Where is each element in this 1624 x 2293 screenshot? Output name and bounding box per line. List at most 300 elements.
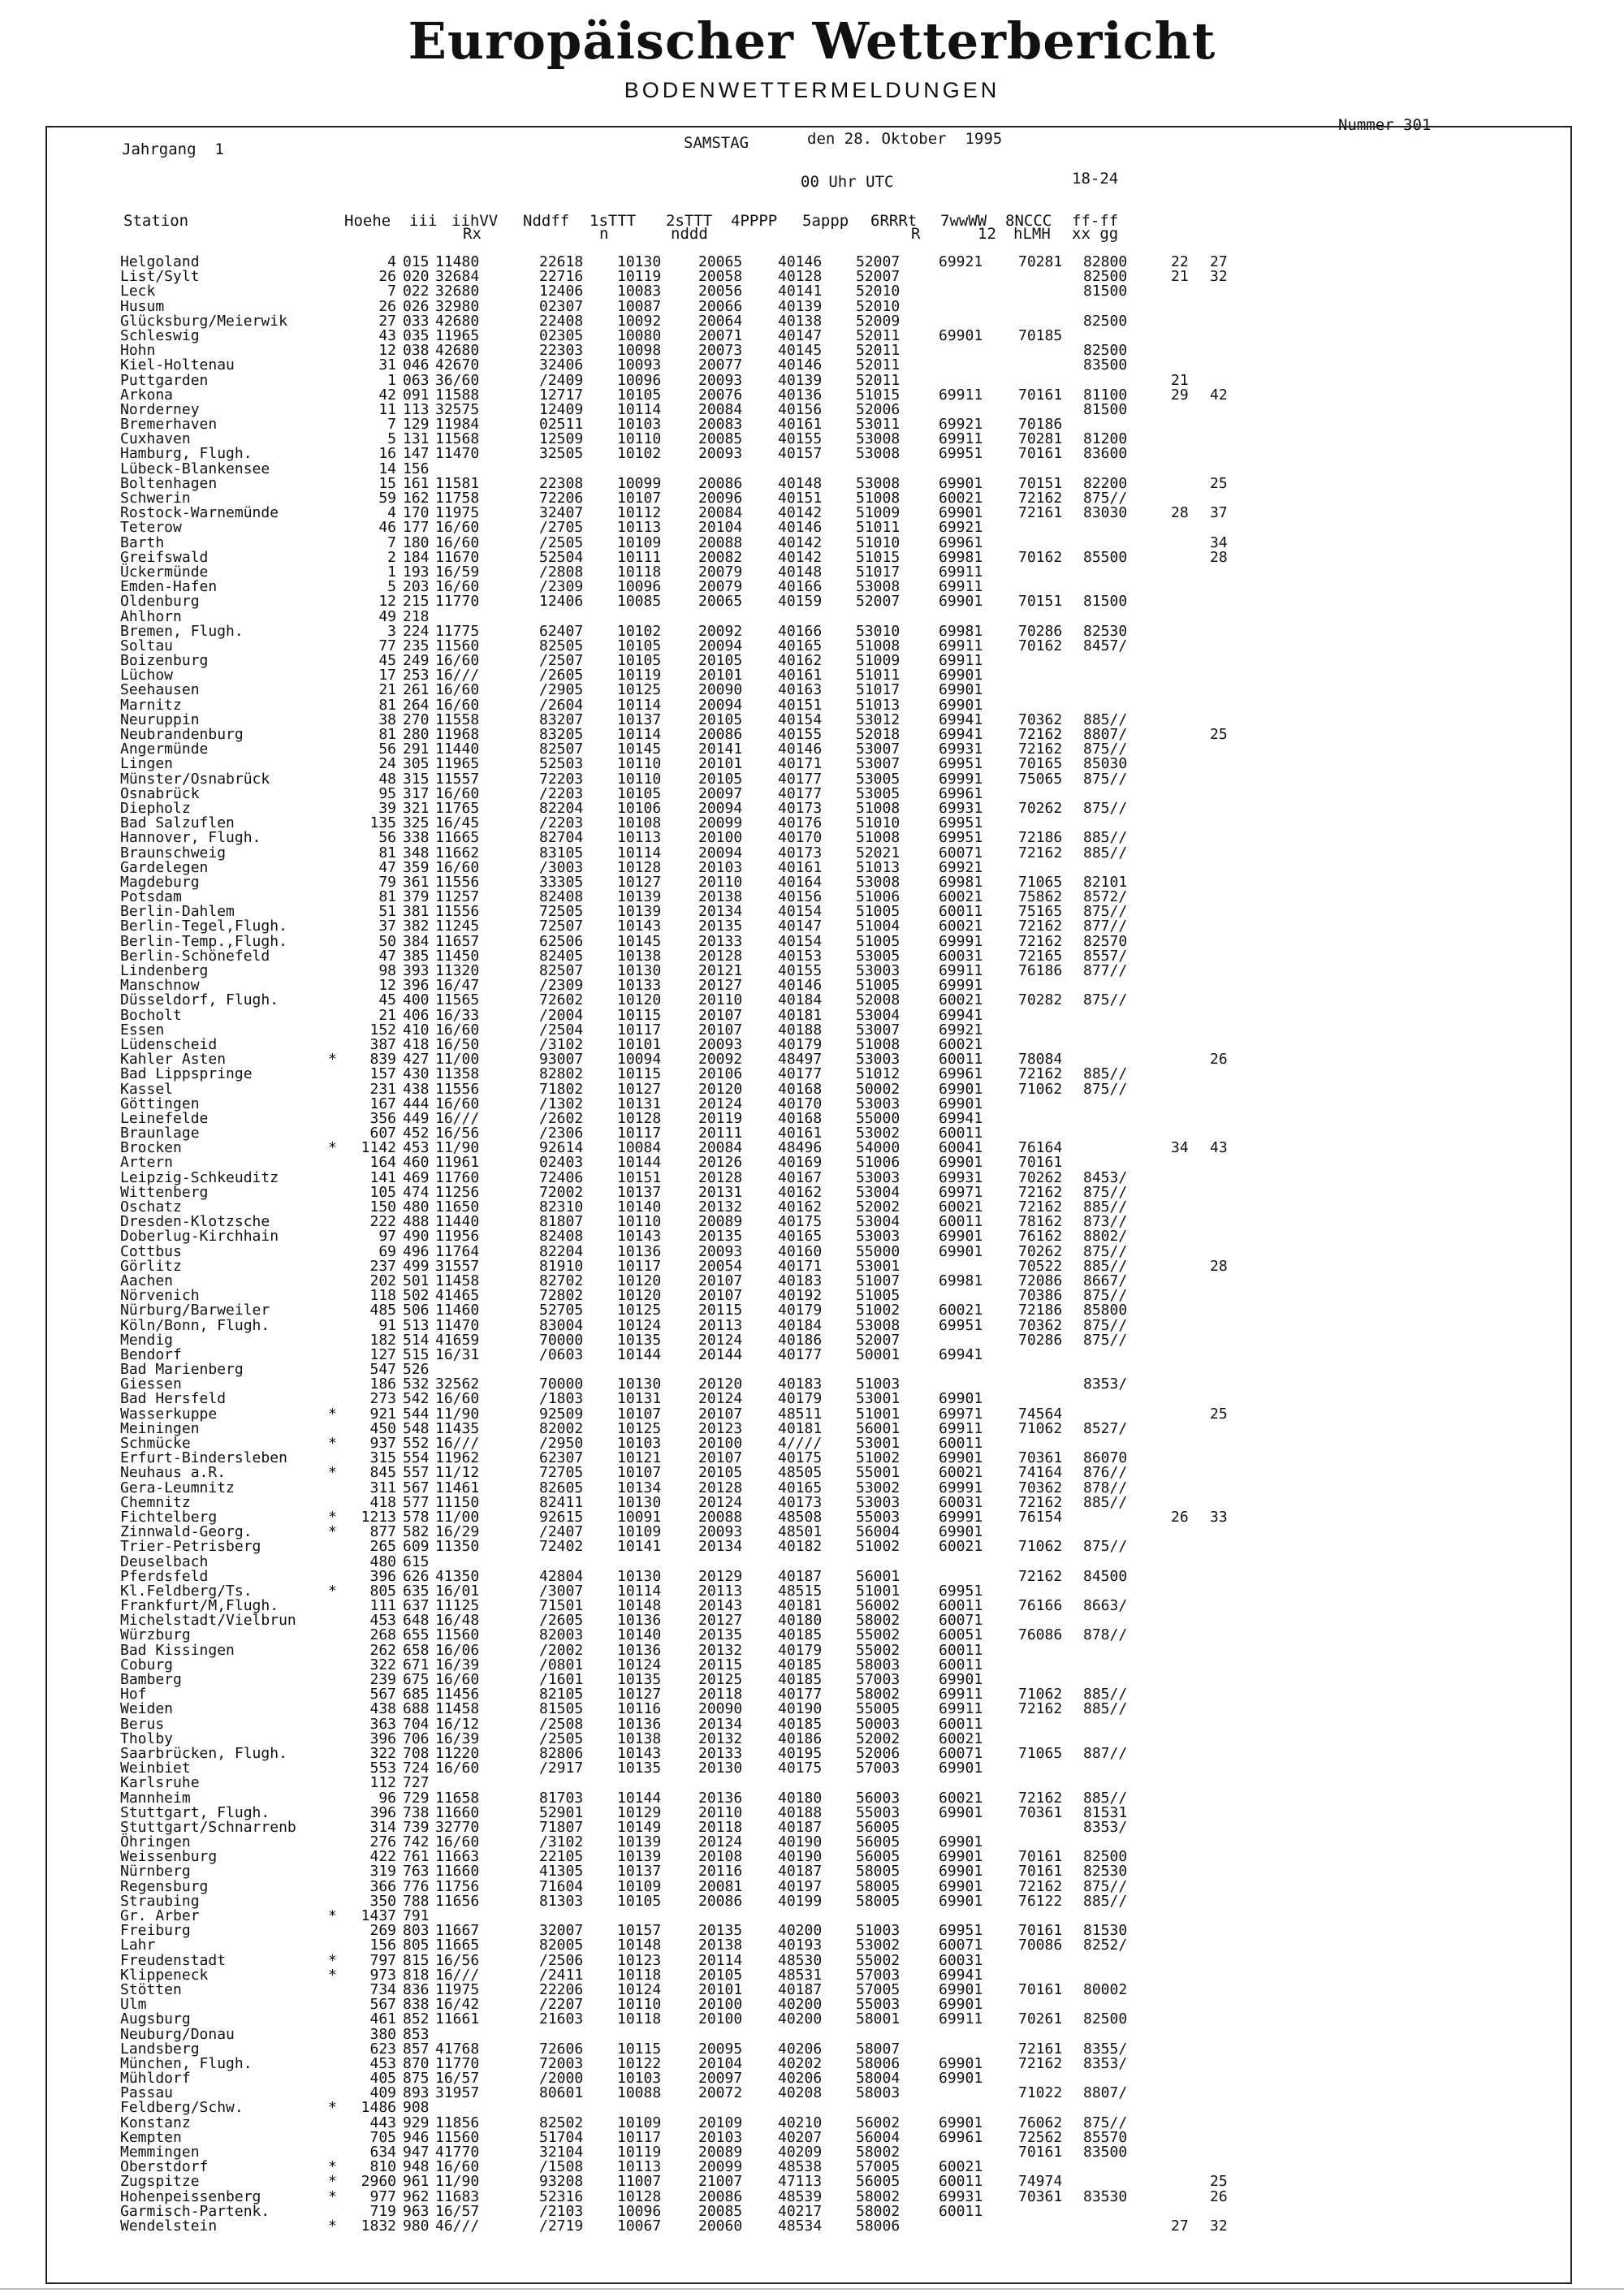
- weather-group: 76166: [1018, 1597, 1063, 1615]
- station-height: 314: [369, 1818, 396, 1836]
- visibility-group: 11756: [435, 1877, 480, 1895]
- table-row: [76, 1345, 1554, 1363]
- station-index: 444: [403, 1095, 430, 1112]
- station-name: Augsburg: [120, 2010, 191, 2028]
- wind-group: /3102: [539, 1833, 584, 1851]
- visibility-group: 11/00: [435, 1508, 480, 1526]
- weather-group: 78084: [1018, 1051, 1063, 1069]
- station-height: 1832: [361, 2217, 396, 2235]
- pressure-group: 40180: [778, 1789, 823, 1807]
- tendency-group: 52007: [856, 253, 901, 270]
- station-name: List/Sylt: [120, 268, 200, 286]
- station-height: 273: [369, 1390, 396, 1408]
- precip-group: 60031: [939, 1951, 983, 1969]
- tendency-group: 53004: [856, 1183, 901, 1201]
- pressure-group: 40166: [778, 622, 823, 640]
- gust-group: 34: [1171, 1139, 1189, 1157]
- station-height: 98: [378, 962, 396, 979]
- pressure-group: 40146: [778, 356, 823, 374]
- precip-group: 69931: [939, 741, 983, 758]
- pressure-group: 40207: [778, 2128, 823, 2146]
- weather-group: 70281: [1018, 430, 1063, 448]
- temperature-group: 10110: [617, 430, 662, 448]
- table-row: [76, 1155, 1554, 1170]
- pressure-group: 40169: [778, 1154, 823, 1172]
- dewpoint-group: 20081: [698, 1877, 743, 1895]
- temperature-group: 10105: [617, 386, 662, 404]
- gust-max-group: 27: [1210, 253, 1228, 270]
- weather-group: 76162: [1018, 1228, 1063, 1246]
- wind-group: 71604: [539, 1877, 584, 1895]
- station-name: Lindenberg: [120, 962, 209, 979]
- station-height: 48: [378, 770, 396, 788]
- station-index: 962: [403, 2187, 430, 2205]
- table-row: [76, 1539, 1554, 1554]
- station-name: Hamburg, Flugh.: [120, 445, 253, 463]
- wind-group: 12406: [539, 283, 584, 300]
- precip-group: 60051: [939, 1626, 983, 1644]
- visibility-group: 11450: [435, 947, 480, 965]
- station-index: 361: [403, 873, 430, 891]
- station-height: 450: [369, 1419, 396, 1437]
- wind-group: 82411: [539, 1493, 584, 1511]
- table-row: [76, 1067, 1554, 1082]
- station-index: 637: [403, 1597, 430, 1615]
- pressure-group: 40206: [778, 2040, 823, 2058]
- wind-group: /0801: [539, 1656, 584, 1673]
- precip-group: 60011: [939, 2173, 983, 2191]
- station-index: 688: [403, 1700, 430, 1718]
- gust-group: 28: [1171, 504, 1189, 522]
- tendency-group: 55002: [856, 1641, 901, 1659]
- visibility-group: 16/42: [435, 1996, 480, 2014]
- visibility-group: 11560: [435, 1626, 480, 1644]
- temperature-group: 10130: [617, 1375, 662, 1393]
- station-index: 490: [403, 1228, 430, 1246]
- dewpoint-group: 20132: [698, 1641, 743, 1659]
- cloud-group: 81500: [1083, 283, 1128, 300]
- pressure-group: 48508: [778, 1508, 823, 1526]
- high-altitude-mark: *: [328, 1907, 337, 1924]
- wind-group: /2407: [539, 1523, 584, 1541]
- station-height: 12: [378, 977, 396, 995]
- tendency-group: 51002: [856, 1302, 901, 1319]
- dewpoint-group: 20121: [698, 962, 743, 979]
- precip-group: 69901: [939, 2070, 983, 2088]
- station-name: Weissenburg: [120, 1848, 218, 1866]
- cloud-group: 82570: [1083, 932, 1128, 950]
- visibility-group: 11670: [435, 548, 480, 566]
- dewpoint-group: 20076: [698, 386, 743, 404]
- cloud-group: 85500: [1083, 548, 1128, 566]
- station-name: Landsberg: [120, 2040, 200, 2058]
- station-height: 37: [378, 918, 396, 935]
- station-name: Nörvenich: [120, 1287, 200, 1305]
- tendency-group: 53001: [856, 1257, 901, 1275]
- dewpoint-group: 20132: [698, 1729, 743, 1747]
- high-altitude-mark: *: [328, 1951, 337, 1969]
- col-6rrrt-sub: R: [911, 225, 921, 243]
- tendency-group: 55003: [856, 1996, 901, 2014]
- weather-group: 72162: [1018, 1493, 1063, 1511]
- cloud-group: 85800: [1083, 1302, 1128, 1319]
- temperature-group: 10117: [617, 2128, 662, 2146]
- station-height: 547: [369, 1361, 396, 1379]
- wind-group: 82005: [539, 1937, 584, 1954]
- pressure-group: 47113: [778, 2173, 823, 2191]
- station-name: Tholby: [120, 1729, 174, 1747]
- station-name: Aachen: [120, 1272, 174, 1289]
- col-2sttt-header: 2sTTT: [666, 212, 713, 230]
- station-height: 7: [387, 283, 396, 300]
- pressure-group: 40192: [778, 1287, 823, 1305]
- dewpoint-group: 20100: [698, 1996, 743, 2014]
- station-name: Diepholz: [120, 799, 191, 817]
- pressure-group: 40186: [778, 1331, 823, 1349]
- pressure-group: 40179: [778, 1390, 823, 1408]
- precip-group: 69981: [939, 1272, 983, 1289]
- temperature-group: 10136: [617, 1612, 662, 1630]
- station-index: 224: [403, 622, 430, 640]
- temperature-group: 10148: [617, 1597, 662, 1615]
- station-name: Feldberg/Schw.: [120, 2099, 244, 2117]
- precip-group: 69921: [939, 1021, 983, 1039]
- wind-group: 82105: [539, 1686, 584, 1704]
- weather-group: 72162: [1018, 1567, 1063, 1585]
- temperature-group: 11007: [617, 2173, 662, 2191]
- temperature-group: 10096: [617, 578, 662, 596]
- station-index: 177: [403, 519, 430, 537]
- visibility-group: 11650: [435, 1198, 480, 1216]
- station-height: 81: [378, 726, 396, 743]
- col-1sttt-sub: n: [599, 225, 609, 243]
- station-index: 947: [403, 2144, 430, 2161]
- tendency-group: 52006: [856, 1744, 901, 1762]
- precip-group: 60021: [939, 490, 983, 507]
- station-name: Karlsruhe: [120, 1774, 200, 1792]
- tendency-group: 51011: [856, 667, 901, 684]
- weather-group: 71062: [1018, 1419, 1063, 1437]
- pressure-group: 40185: [778, 1626, 823, 1644]
- visibility-group: 11965: [435, 755, 480, 773]
- station-height: 276: [369, 1833, 396, 1851]
- dewpoint-group: 20094: [698, 637, 743, 654]
- dewpoint-group: 20066: [698, 297, 743, 315]
- station-height: 186: [369, 1375, 396, 1393]
- station-index: 321: [403, 799, 430, 817]
- tendency-group: 53008: [856, 578, 901, 596]
- wind-group: /2719: [539, 2217, 584, 2235]
- weather-group: 72161: [1018, 504, 1063, 522]
- gust-max-group: 25: [1210, 474, 1228, 492]
- precip-group: 69901: [939, 1449, 983, 1467]
- station-height: 56: [378, 829, 396, 847]
- dewpoint-group: 20134: [698, 903, 743, 921]
- range-label: 18-24: [1072, 170, 1119, 188]
- cloud-group: 8807/: [1083, 2084, 1128, 2102]
- tendency-group: 52011: [856, 342, 901, 360]
- station-index: 406: [403, 1006, 430, 1024]
- station-index: 706: [403, 1729, 430, 1747]
- precip-group: 60021: [939, 1035, 983, 1053]
- station-index: 582: [403, 1523, 430, 1541]
- station-height: 150: [369, 1198, 396, 1216]
- temperature-group: 10101: [617, 1035, 662, 1053]
- cloud-group: 875//: [1083, 1287, 1128, 1305]
- tendency-group: 55001: [856, 1464, 901, 1482]
- pressure-group: 40200: [778, 1922, 823, 1940]
- station-name: Husum: [120, 297, 165, 315]
- precip-group: 69901: [939, 1877, 983, 1895]
- station-name: Nürburg/Barweiler: [120, 1302, 270, 1319]
- temperature-group: 10119: [617, 268, 662, 286]
- temperature-group: 10139: [617, 1848, 662, 1866]
- wind-group: 82507: [539, 741, 584, 758]
- wind-group: 72406: [539, 1168, 584, 1186]
- table-row: [76, 2219, 1554, 2234]
- gust-max-group: 34: [1210, 533, 1228, 551]
- dewpoint-group: 20090: [698, 1700, 743, 1718]
- station-index: 035: [403, 326, 430, 344]
- station-height: 46: [378, 519, 396, 537]
- weather-group: 72186: [1018, 1302, 1063, 1319]
- station-name: Doberlug-Kirchhain: [120, 1228, 279, 1246]
- dewpoint-group: 20099: [698, 2158, 743, 2176]
- tendency-group: 51001: [856, 1582, 901, 1600]
- tendency-group: 51002: [856, 1538, 901, 1556]
- weather-group: 71062: [1018, 1538, 1063, 1556]
- dewpoint-group: 20128: [698, 1479, 743, 1496]
- visibility-group: 11965: [435, 326, 480, 344]
- temperature-group: 10122: [617, 2054, 662, 2072]
- station-index: 729: [403, 1789, 430, 1807]
- tendency-group: 51008: [856, 637, 901, 654]
- tendency-group: 51006: [856, 888, 901, 906]
- station-height: 567: [369, 1686, 396, 1704]
- cloud-group: 875//: [1083, 490, 1128, 507]
- station-height: 461: [369, 2010, 396, 2028]
- wind-group: /2309: [539, 578, 584, 596]
- station-name: Saarbrücken, Flugh.: [120, 1744, 287, 1762]
- temperature-group: 10135: [617, 1671, 662, 1688]
- weather-group: 72162: [1018, 1198, 1063, 1216]
- cloud-group: 83030: [1083, 504, 1128, 522]
- wind-group: 72002: [539, 1183, 584, 1201]
- table-row: [76, 1761, 1554, 1776]
- pressure-group: 40139: [778, 371, 823, 389]
- tendency-group: 53003: [856, 1228, 901, 1246]
- temperature-group: 10149: [617, 1818, 662, 1836]
- wind-group: /2905: [539, 681, 584, 699]
- station-name: Fichtelberg: [120, 1508, 218, 1526]
- temperature-group: 10103: [617, 2070, 662, 2088]
- tendency-group: 51015: [856, 548, 901, 566]
- cloud-group: 81530: [1083, 1922, 1128, 1940]
- gust-max-group: 43: [1210, 1139, 1228, 1157]
- weather-group: 70281: [1018, 253, 1063, 270]
- station-index: 131: [403, 430, 430, 448]
- station-name: Emden-Hafen: [120, 578, 218, 596]
- visibility-group: 42680: [435, 342, 480, 360]
- visibility-group: 16/45: [435, 814, 480, 832]
- weather-group: 71065: [1018, 1744, 1063, 1762]
- pressure-group: 40177: [778, 1065, 823, 1083]
- precip-group: 69911: [939, 1419, 983, 1437]
- weather-group: 70522: [1018, 1257, 1063, 1275]
- station-name: Zugspitze: [120, 2173, 200, 2191]
- weather-group: 70165: [1018, 755, 1063, 773]
- visibility-group: 16/60: [435, 696, 480, 714]
- high-altitude-mark: *: [328, 1435, 337, 1452]
- dewpoint-group: 20086: [698, 726, 743, 743]
- pressure-group: 40200: [778, 2010, 823, 2028]
- cloud-group: 81531: [1083, 1803, 1128, 1821]
- station-index: 577: [403, 1493, 430, 1511]
- temperature-group: 10105: [617, 784, 662, 802]
- table-row: [76, 1303, 1554, 1318]
- dewpoint-group: 20092: [698, 622, 743, 640]
- precip-group: 69901: [939, 1803, 983, 1821]
- high-altitude-mark: *: [328, 2217, 337, 2235]
- tendency-group: 58006: [856, 2054, 901, 2072]
- station-name: Düsseldorf, Flugh.: [120, 991, 279, 1009]
- station-height: 443: [369, 2114, 396, 2131]
- weather-group: 76086: [1018, 1626, 1063, 1644]
- station-height: 112: [369, 1774, 396, 1792]
- wind-group: 22408: [539, 312, 584, 330]
- station-height: 5: [387, 578, 396, 596]
- wind-group: 83004: [539, 1316, 584, 1334]
- wind-group: 22206: [539, 1980, 584, 1998]
- station-index: 554: [403, 1449, 430, 1467]
- station-index: 542: [403, 1390, 430, 1408]
- wind-group: /2507: [539, 652, 584, 670]
- tendency-group: 56002: [856, 2114, 901, 2131]
- station-index: 113: [403, 400, 430, 418]
- precip-group: 69901: [939, 1996, 983, 2014]
- visibility-group: 11568: [435, 430, 480, 448]
- visibility-group: 11456: [435, 1686, 480, 1704]
- tendency-group: 51013: [856, 858, 901, 876]
- station-name: Kempten: [120, 2128, 182, 2146]
- cloud-group: 82500: [1083, 268, 1128, 286]
- cloud-group: 885//: [1083, 1789, 1128, 1807]
- precip-group: 60071: [939, 844, 983, 861]
- precip-group: 69911: [939, 386, 983, 404]
- pressure-group: 40195: [778, 1744, 823, 1762]
- temperature-group: 10120: [617, 991, 662, 1009]
- station-height: 167: [369, 1095, 396, 1112]
- station-height: 39: [378, 799, 396, 817]
- station-name: Münster/Osnabrück: [120, 770, 270, 788]
- pressure-group: 40187: [778, 1980, 823, 1998]
- dewpoint-group: 20083: [698, 416, 743, 434]
- station-height: 937: [369, 1435, 396, 1452]
- dewpoint-group: 20110: [698, 1803, 743, 1821]
- wind-group: 02511: [539, 416, 584, 434]
- station-index: 704: [403, 1715, 430, 1733]
- precip-group: 69961: [939, 1065, 983, 1083]
- temperature-group: 10139: [617, 1833, 662, 1851]
- cloud-group: 81200: [1083, 430, 1128, 448]
- visibility-group: 16/39: [435, 1656, 480, 1673]
- dewpoint-group: 20093: [698, 1242, 743, 1260]
- cloud-group: 8353/: [1083, 1375, 1128, 1393]
- station-height: 396: [369, 1729, 396, 1747]
- station-height: 11: [378, 400, 396, 418]
- pressure-group: 40180: [778, 1612, 823, 1630]
- tendency-group: 55003: [856, 1803, 901, 1821]
- visibility-group: 16/56: [435, 1125, 480, 1142]
- col-ihvv-sub: Rx: [463, 225, 482, 243]
- precip-group: 69901: [939, 1671, 983, 1688]
- station-name: Magdeburg: [120, 873, 200, 891]
- station-height: 1: [387, 563, 396, 581]
- table-row: [76, 2012, 1554, 2027]
- weather-group: 70282: [1018, 991, 1063, 1009]
- pressure-group: 40170: [778, 829, 823, 847]
- station-height: 4: [387, 253, 396, 270]
- wind-group: 12406: [539, 593, 584, 611]
- visibility-group: 16/47: [435, 977, 480, 995]
- wind-group: /2808: [539, 563, 584, 581]
- station-index: 418: [403, 1035, 430, 1053]
- station-name: Ahlhorn: [120, 607, 182, 625]
- station-name: Bocholt: [120, 1006, 182, 1024]
- pressure-group: 48501: [778, 1523, 823, 1541]
- pressure-group: 40139: [778, 297, 823, 315]
- col-1sttt-header: 1sTTT: [590, 212, 637, 230]
- dewpoint-group: 20135: [698, 918, 743, 935]
- tendency-group: 51005: [856, 977, 901, 995]
- temperature-group: 10124: [617, 1656, 662, 1673]
- wind-group: 71807: [539, 1818, 584, 1836]
- precip-group: 60021: [939, 991, 983, 1009]
- pressure-group: 40179: [778, 1641, 823, 1659]
- precip-group: 69981: [939, 873, 983, 891]
- station-height: 2960: [361, 2173, 396, 2191]
- cloud-group: 875//: [1083, 770, 1128, 788]
- weather-group: 78162: [1018, 1213, 1063, 1231]
- precip-group: 60011: [939, 1435, 983, 1452]
- visibility-group: 11125: [435, 1597, 480, 1615]
- temperature-group: 10084: [617, 1139, 662, 1157]
- dewpoint-group: 20107: [698, 1449, 743, 1467]
- temperature-group: 10138: [617, 947, 662, 965]
- visibility-group: 16///: [435, 1109, 480, 1127]
- station-index: 532: [403, 1375, 430, 1393]
- tendency-group: 57005: [856, 2158, 901, 2176]
- pressure-group: 40171: [778, 755, 823, 773]
- weather-group: 70361: [1018, 1449, 1063, 1467]
- weather-group: 70161: [1018, 386, 1063, 404]
- gust-max-group: 25: [1210, 1405, 1228, 1423]
- wind-group: 82408: [539, 888, 584, 906]
- weather-group: 74564: [1018, 1405, 1063, 1423]
- visibility-group: 32575: [435, 400, 480, 418]
- temperature-group: 10087: [617, 297, 662, 315]
- weather-group: 72186: [1018, 829, 1063, 847]
- pressure-group: 40142: [778, 533, 823, 551]
- temperature-group: 10083: [617, 283, 662, 300]
- wind-group: 82502: [539, 2114, 584, 2131]
- cloud-group: 81500: [1083, 400, 1128, 418]
- station-index: 253: [403, 667, 430, 684]
- station-height: 141: [369, 1168, 396, 1186]
- temperature-group: 10128: [617, 2187, 662, 2205]
- tendency-group: 51008: [856, 490, 901, 507]
- pressure-group: 48538: [778, 2158, 823, 2176]
